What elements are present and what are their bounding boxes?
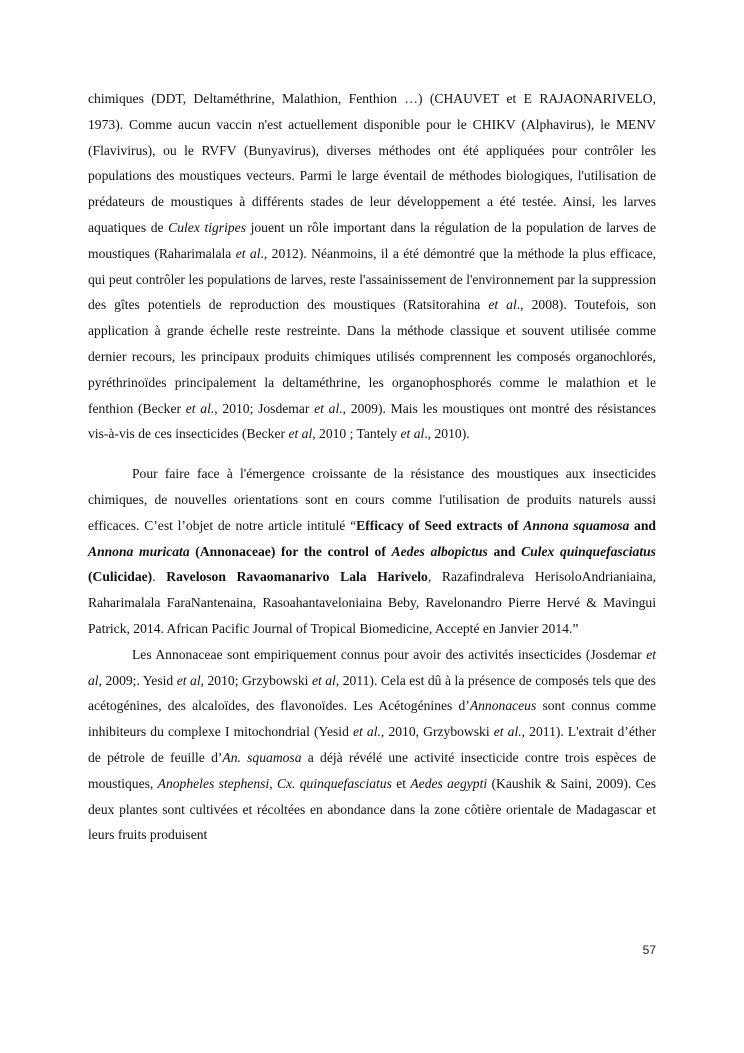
text-run: ., 2010). (424, 426, 470, 442)
text-run: a déjà révélé une activité insecticide contre trois espèces de moustiques, (88, 749, 657, 791)
text-run: Anopheles stephensi (157, 775, 270, 791)
paragraph-1 (88, 86, 656, 447)
text-run: , Razafindraleva HerisoloAndrianiaina, Raharimalala FaraNantenaina, Rasoahantaveloniaina Beby, Ravelonandro Pierre Hervé & Mavingui Patrick, 2014. African Pacific Journal of Tropical Biomedicine, Accepté en Janvier 2014.” (88, 569, 656, 636)
text-run: et al (311, 672, 336, 688)
text-run: An. squamosa (222, 749, 302, 765)
text-run: and (629, 517, 656, 533)
text-run: (Kaushik & Saini, 2009). Ces deux plantes sont cultivées et récoltées en abondance dans la zone côtière orientale de Madagascar et leurs fruits produisent (88, 775, 657, 843)
page-number: 57 (642, 943, 656, 957)
text-run: Efficacy of Seed extracts of (356, 517, 524, 533)
text-run: et al. (185, 400, 215, 416)
text-run: et al. (353, 724, 381, 740)
text-run: . (152, 569, 167, 585)
text-run: et al (235, 245, 261, 261)
text-run: Cx. quinquefasciatus (276, 775, 392, 791)
text-run: , 2009;. Yesid (98, 672, 177, 688)
text-run: (Culicidae) (88, 569, 153, 585)
text-run: et (391, 775, 411, 791)
paragraph-3 (88, 642, 656, 848)
text-run: Annona squamosa (523, 517, 630, 533)
text-run: et al. (493, 724, 522, 740)
text-run: and (487, 543, 522, 559)
text-run: et al. (314, 400, 343, 416)
text-run: et al (488, 297, 517, 313)
text-run: ., 2008). Toutefois, son application à grande échelle reste restreinte. Dans la méthode classique et souvent utilisée comme dernier recours, les principaux produits chimiques utilisés comprennent les composés organochlorés, pyréthrinoïdes principalement la deltaméthrine, les organophosphorés comme le malathion et le fenthion (Becker (88, 297, 656, 416)
text-run: , 2010, Grzybowski (380, 724, 494, 740)
text-run: , 2011). L'extrait d’éther de pétrole de feuille d’ (88, 724, 657, 765)
text-run: Pour faire face à l'émergence croissante de la résistance des moustiques aux insecticides chimiques, de nouvelles orientations sont en cours comme l'utilisation de produits naturels aussi efficaces. C’est l’objet de notre article intitulé “ (88, 466, 656, 533)
text-run: , (269, 775, 277, 791)
body-text (88, 86, 656, 848)
text-run: Culex tigripes (168, 219, 246, 235)
text-run: et al (176, 672, 201, 688)
text-run: Aedes albopictus (391, 543, 488, 559)
text-run: (Annonaceae) for the control of (189, 543, 392, 559)
text-run: sont connus comme inhibiteurs du complexe I mitochondrial (Yesid (88, 698, 656, 740)
text-run: Annona muricata (88, 543, 190, 559)
text-run: ., 2012). Néanmoins, il a été démontré que la méthode la plus efficace, qui peut contrôler les populations de larves, reste l'assainissement de l'environnement par la suppression des gîtes potentiels de reproduction des moustiques (Ratsitorahina (88, 245, 656, 313)
text-run: , 2011). Cela est dû à la présence de composés tels que des acétogénines, des alcaloïdes, des flavonoïdes. Les Acétogénines d’ (88, 672, 656, 714)
text-run: et al (288, 426, 313, 442)
text-run: jouent un rôle important dans la régulation de la population de larves de moustiques (Raharimalala (88, 219, 656, 261)
text-run: Les Annonaceae sont empiriquement connus pour avoir des activités insecticides (Josdemar (132, 646, 647, 662)
text-run: chimiques (DDT, Deltaméthrine, Malathion, Fenthion …) (CHAUVET et E RAJAONARIVELO, 1973). Comme aucun vaccin n'est actuellement disponible pour le CHIKV (Alphavirus), le MENV (Flavivirus), ou le RVFV (Bunyavirus), diverses méthodes ont été appliquées pour contrôler les populations des moustiques vecteurs. Parmi le large éventail de méthodes biologiques, l'utilisation de prédateurs de moustiques à différents stades de leur développement a été testée. Ainsi, les larves aquatiques de (88, 91, 656, 235)
text-run: , 2010; Josdemar (214, 400, 315, 416)
text-run: , 2010 ; Tantely (312, 426, 401, 442)
paragraph-2 (88, 461, 656, 642)
text-run: et al (400, 426, 425, 442)
text-run: Raveloson Ravaomanarivo Lala Harivelo (166, 569, 428, 585)
text-run: Aedes aegypti (410, 775, 488, 791)
text-run: , 2009). Mais les moustiques ont montré des résistances vis-à-vis de ces insecticides (Becker (88, 400, 657, 442)
text-run: et al (88, 646, 656, 688)
text-run: Culex quinquefasciatus (521, 543, 656, 559)
text-run: Annonaceus (469, 698, 537, 714)
text-run: , 2010; Grzybowski (200, 672, 312, 688)
